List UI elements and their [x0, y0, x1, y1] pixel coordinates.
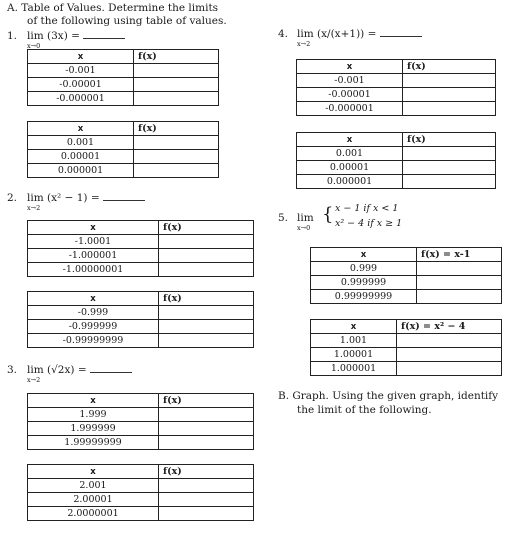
piece-2: x² − 4 if x ≥ 1 [335, 218, 403, 229]
problem-5-table-right: x f(x) = x² − 4 1.001 1.00001 1.000001 [310, 319, 502, 376]
part-a-title: A. Table of Values. Determine the limits [7, 2, 219, 14]
part-b-subtitle: the limit of the following. [297, 404, 432, 416]
problem-5-table-left: x f(x) = x-1 0.999 0.999999 0.99999999 [310, 247, 502, 304]
problem-3-expression: lim (√2x) = x→2 [27, 364, 132, 376]
problem-5-number: 5. [278, 212, 289, 224]
piece-1: x − 1 if x < 1 [335, 203, 399, 214]
answer-blank [103, 192, 145, 201]
problem-2-table-right: x f(x) -0.999 -0.999999 -0.99999999 [27, 291, 254, 348]
part-b-title: B. Graph. Using the given graph, identify [278, 390, 499, 402]
problem-3-table-left: x f(x) 1.999 1.999999 1.99999999 [27, 393, 254, 450]
problem-1-table-right: x f(x) 0.001 0.00001 0.000001 [27, 121, 219, 178]
problem-5-expression: lim x→0 [297, 212, 314, 232]
problem-2-number: 2. [7, 192, 18, 204]
problem-2-expression: lim (x² − 1) = x→2 [27, 192, 145, 204]
problem-1-table-left: x f(x) -0.001 -0.00001 -0.000001 [27, 49, 219, 106]
problem-4-table-left: x f(x) -0.001 -0.00001 -0.000001 [296, 59, 496, 116]
problem-3-table-right: x f(x) 2.001 2.00001 2.0000001 [27, 464, 254, 521]
problem-3-number: 3. [7, 364, 18, 376]
problem-1-expression: lim (3x) = x→0 [27, 30, 125, 42]
brace: { [322, 204, 334, 225]
answer-blank [380, 28, 422, 37]
problem-1-number: 1. [7, 30, 18, 42]
problem-4-table-right: x f(x) 0.001 0.00001 0.000001 [296, 132, 496, 189]
problem-4-expression: lim (x/(x+1)) = x→2 [297, 28, 422, 40]
part-a-subtitle: of the following using table of values. [27, 15, 227, 27]
answer-blank [90, 364, 132, 373]
problem-4-number: 4. [278, 28, 289, 40]
answer-blank [83, 30, 125, 39]
problem-2-table-left: x f(x) -1.0001 -1.000001 -1.00000001 [27, 220, 254, 277]
